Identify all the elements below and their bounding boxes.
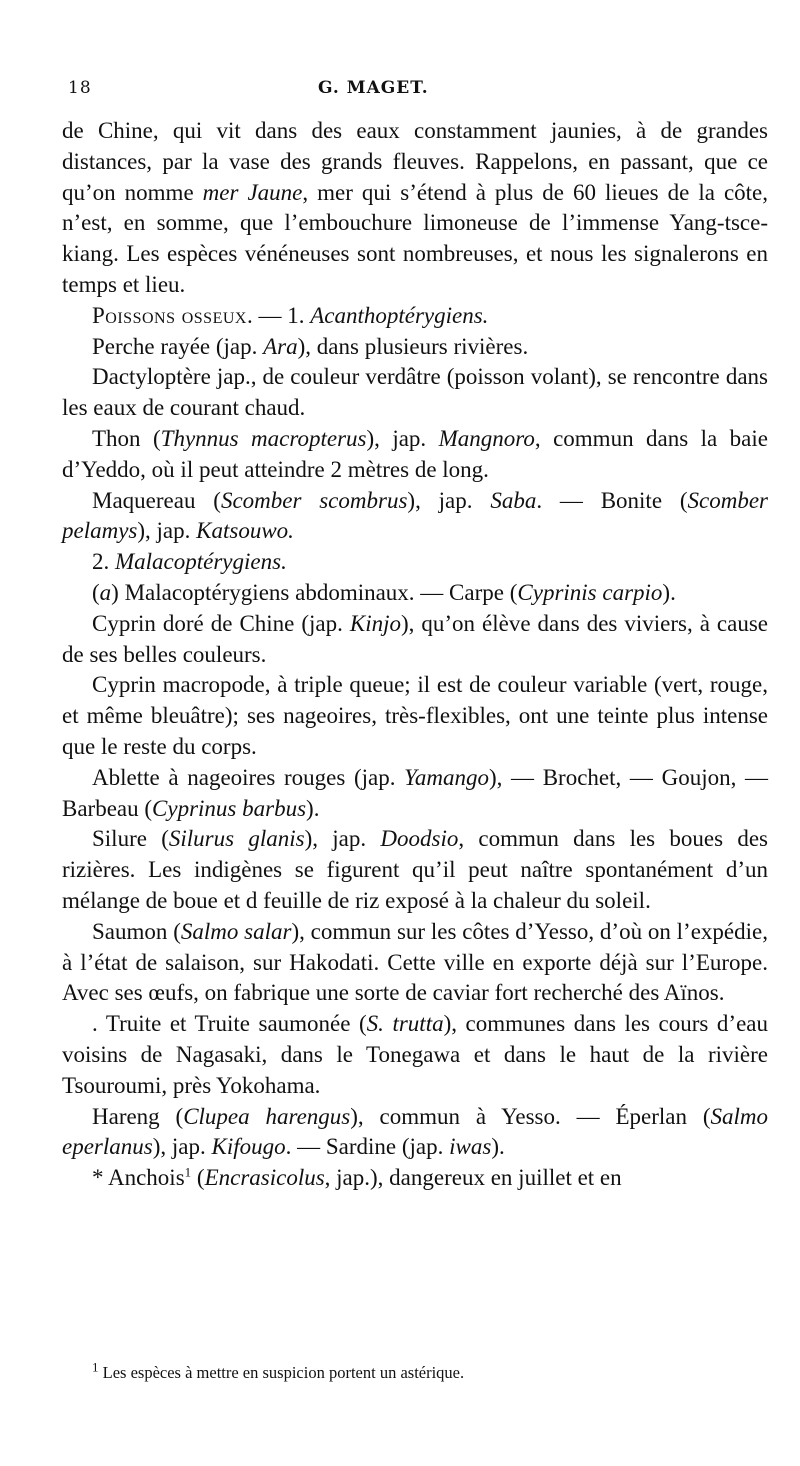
- text-run: (: [92, 579, 100, 605]
- italic-term: Scomber pelamys: [62, 487, 768, 544]
- paragraph: [62, 1163, 768, 1194]
- italic-term: Doodsio: [380, 826, 459, 852]
- paragraph: [62, 424, 768, 486]
- italic-term: S. trutta: [366, 1011, 444, 1037]
- italic-term: Mangnoro: [438, 425, 535, 451]
- text-run: Saumon (: [92, 918, 181, 944]
- italic-term: Encrasicolus: [204, 1165, 325, 1191]
- footnote-marker: 1: [184, 1164, 192, 1180]
- italic-term: Cyprinus barbus: [152, 795, 307, 821]
- text-run: ), commun sur les côtes d’Yesso, d’où on l’expédie, à l’état de salaison, sur Hakodati. Cette ville en exporte déjà sur l’Europe. Avec ses œufs, on fabrique une sorte de caviar fort recherché des Aïnos.: [62, 918, 768, 1006]
- paragraph: [62, 1009, 768, 1101]
- italic-term: Acanthoptérygiens.: [310, 302, 489, 328]
- italic-term: Ara: [263, 333, 298, 359]
- text-run: Thon (: [92, 425, 161, 451]
- footnote-marker: 1: [92, 1359, 99, 1375]
- italic-term: Katsouwo.: [196, 518, 294, 544]
- text-run: Cyprin doré de Chine (jap.: [92, 610, 350, 636]
- italic-term: Salmo salar: [180, 918, 292, 944]
- text-run: , mer qui s’étend à plus de 60 lieues de la côte, n’est, en somme, que l’embouchure limoneuse de l’immense Yang-tsce-kiang. Les espèces vénéneuses sont nombreuses, et nous les signalerons en temps et lieu.: [62, 179, 769, 297]
- italic-term: Yamango: [404, 764, 489, 790]
- paragraph: [62, 1102, 768, 1164]
- text-run: ), qu’on élève dans des viviers, à cause de ses belles couleurs.: [62, 610, 768, 667]
- text-run: Ablette à nageoires rouges (jap.: [92, 764, 405, 790]
- italic-term: Kifougo: [211, 1134, 286, 1160]
- text-run: . — Bonite (: [536, 487, 688, 513]
- text-run: Dactyloptère jap., de couleur verdâtre (poisson volant), se rencontre dans les eaux de courant chaud.: [62, 364, 768, 421]
- italic-term: Saba: [490, 487, 537, 513]
- text-run: 2.: [92, 549, 115, 575]
- text-run: Hareng (: [92, 1103, 184, 1129]
- page-number: 18: [68, 78, 92, 98]
- text-run: ) Malacoptérygiens abdominaux. — Carpe (: [111, 579, 518, 605]
- text-run: . Truite et Truite saumonée (: [92, 1011, 367, 1037]
- paragraph: [62, 486, 768, 548]
- text-run: Perche rayée (jap.: [92, 333, 264, 359]
- text-run: (: [191, 1165, 205, 1191]
- text-run: Silure (: [92, 826, 169, 852]
- italic-term: Clupea harengus: [183, 1103, 351, 1129]
- paragraph: [62, 824, 768, 916]
- text-run: ), jap.: [137, 518, 197, 544]
- text-run: de Chine, qui vit dans des eaux constamment jaunies, à de grandes distances, par la vase des grands fleuves. Rappelons, en passant, que ce qu’on nomme: [62, 118, 768, 205]
- running-title: G. MAGET.: [318, 78, 429, 98]
- text-run: Les espèces à mettre en suspicion portent un astérique.: [98, 1363, 465, 1382]
- italic-term: Kinjo: [349, 610, 401, 636]
- italic-term: mer Jaune: [202, 179, 303, 205]
- footnote: [92, 1359, 762, 1384]
- text-run: ), jap.: [152, 1134, 212, 1160]
- page-header: [68, 78, 768, 102]
- section-heading: [62, 547, 768, 578]
- text-run: ), — Brochet, — Goujon, — Barbeau (: [62, 764, 768, 821]
- paragraph: [62, 763, 768, 825]
- italic-term: Cyprinis carpio: [517, 579, 663, 605]
- text-run: ), jap.: [366, 425, 439, 451]
- text-run: , commun dans la baie d’Yeddo, où il peut atteindre 2 mètres de long.: [62, 425, 768, 482]
- italic-term: a: [99, 579, 112, 605]
- paragraph: [62, 116, 768, 301]
- text-run: ), commun à Yesso. — Éperlan (: [350, 1103, 711, 1129]
- text-run: ).: [306, 795, 320, 821]
- paragraph: [62, 670, 768, 762]
- italic-term: Silurus glanis: [168, 826, 305, 852]
- text-run: ).: [491, 1134, 505, 1160]
- italic-term: iwas: [449, 1134, 492, 1160]
- text-run: Maquereau (: [92, 487, 221, 513]
- text-run: ), communes dans les cours d’eau voisins de Nagasaki, dans le Tonegawa et dans le haut de la rivière Tsouroumi, près Yokohama.: [62, 1011, 768, 1098]
- text-run: ), jap.: [304, 826, 381, 852]
- text-run: * Anchois: [92, 1165, 185, 1191]
- paragraph: [62, 362, 768, 424]
- paragraph: [62, 917, 768, 1009]
- text-run: , jap.), dangereux en juillet et en: [324, 1165, 622, 1191]
- text-run: Poissons osseux: [92, 302, 247, 328]
- paragraph: [62, 609, 768, 671]
- paragraph: [62, 578, 768, 609]
- text-run: . — Sardine (jap.: [285, 1134, 450, 1160]
- text-run: . — 1.: [246, 302, 311, 328]
- section-heading: [62, 301, 768, 332]
- text-run: ), jap.: [407, 487, 491, 513]
- paragraph: [62, 332, 768, 363]
- italic-term: Thynnus macropterus: [160, 425, 367, 451]
- body-text: [62, 116, 768, 1194]
- italic-term: Salmo eperlanus: [62, 1103, 768, 1160]
- text-run: , commun dans les boues des rizières. Les indigènes se figurent qu’il peut naître spontanément d’un mélange de boue et d feuille de riz exposé à la chaleur du soleil.: [62, 826, 768, 913]
- text-run: ), dans plusieurs rivières.: [297, 333, 529, 359]
- text-run: ).: [662, 579, 676, 605]
- text-run: Cyprin macropode, à triple queue; il est de couleur variable (vert, rouge, et même bleuâtre); ses nageoires, très-flexibles, ont une teinte plus intense que le reste du corps.: [62, 672, 768, 759]
- italic-term: Scomber scombrus: [220, 487, 408, 513]
- italic-term: Malacoptérygiens.: [115, 549, 287, 575]
